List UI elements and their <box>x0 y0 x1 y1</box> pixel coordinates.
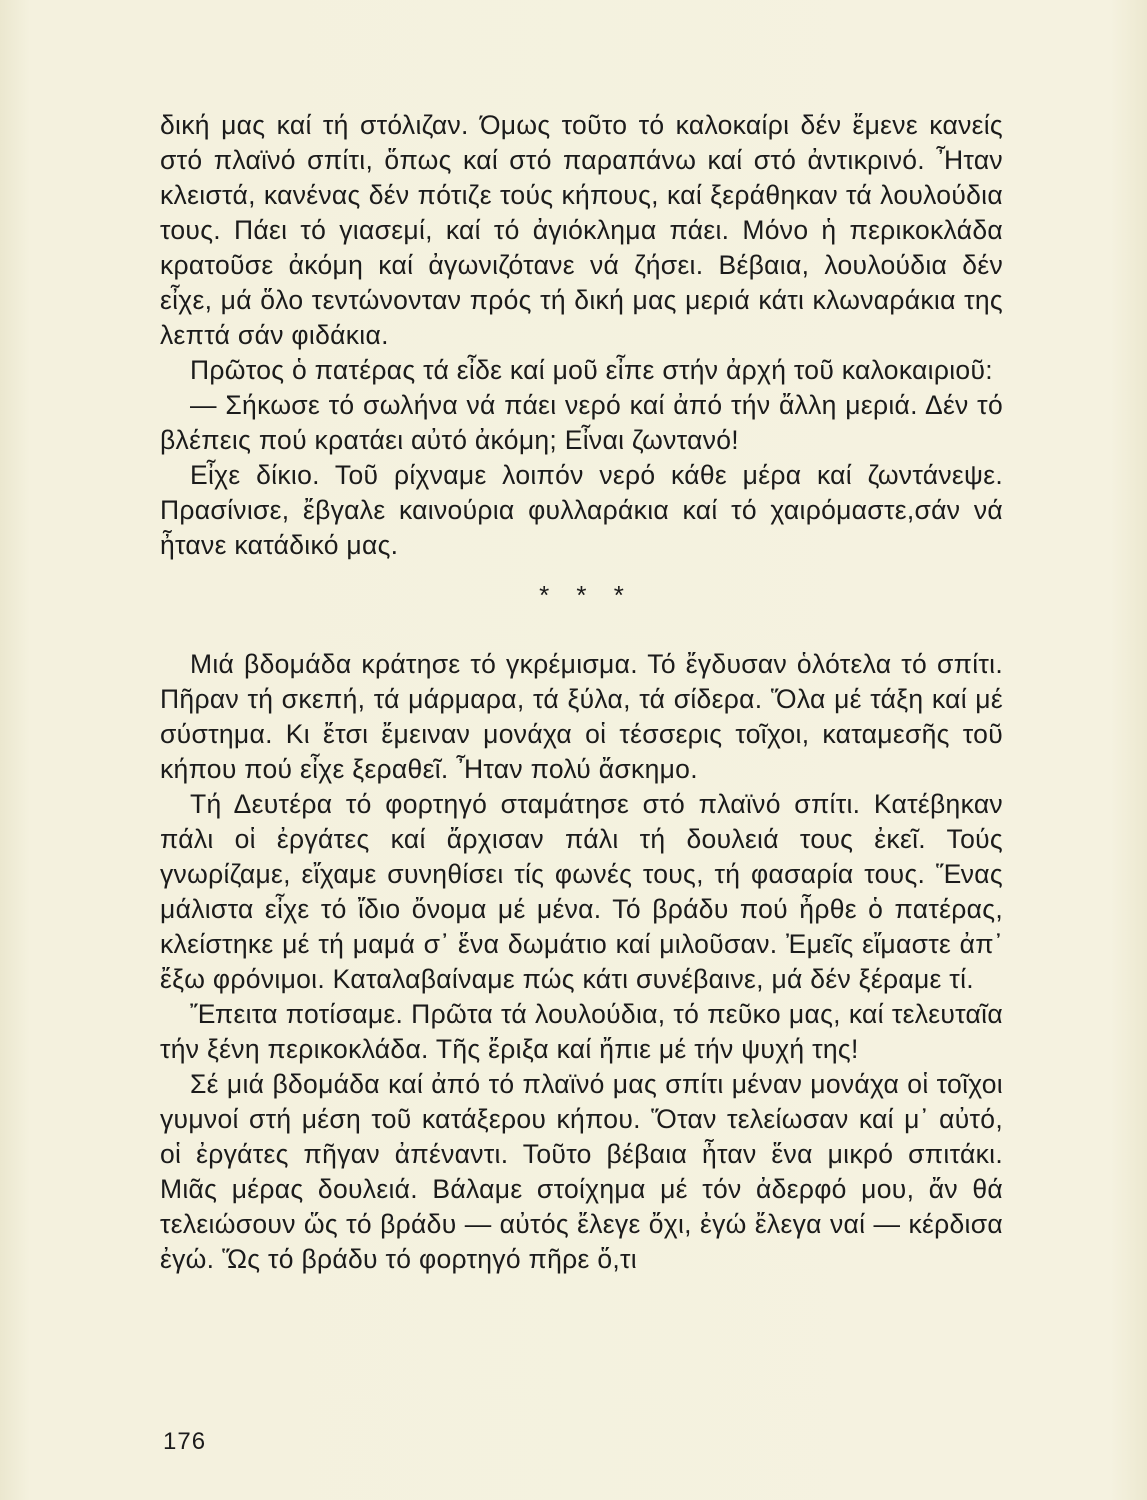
body-text <box>160 108 1003 1277</box>
paragraph: Πρῶτος ὁ πατέρας τά εἶδε καί μοῦ εἶπε στήν ἀρχή τοῦ καλοκαιριοῦ: <box>190 355 993 385</box>
paragraph-continuation: δική μας καί τή στόλιζαν. Όμως τοῦτο τό καλοκαίρι δέν ἔμενε κανείς στό πλαϊνό σπίτι, ὅπως καί στό παραπάνω καί στό ἀντικρινό. Ἦταν κλειστά, κανένας δέν πότιζε τούς κήπους, καί ξεράθηκαν τά λουλούδια τους. Πάει τό γιασεμί, καί τό ἀγιόκλημα πάει. Μόνο ἡ περικοκλάδα κρατοῦσε ἀκόμη καί ἀγωνιζότανε νά ζήσει. Βέβαια, λουλούδια δέν εἶχε, μά ὅλο τεντώνονταν πρός τή δική μας μεριά κάτι κλωναράκια της λεπτά σάν φιδάκια. <box>160 110 1003 350</box>
dialogue-paragraph: — Σήκωσε τό σωλήνα νά πάει νερό καί ἀπό τήν ἄλλη μεριά. Δέν τό βλέπεις πού κρατάει αὐτό ἀκόμη; Εἶναι ζωντανό! <box>160 390 1003 455</box>
paragraph: Εἶχε δίκιο. Τοῦ ρίχναμε λοιπόν νερό κάθε μέρα καί ζωντάνεψε. Πρασίνισε, ἔβγαλε καινούρια φυλλαράκια καί τό χαιρόμαστε,σάν νά ἦτανε κατάδικό μας. <box>160 460 1003 560</box>
paragraph: Ἔπειτα ποτίσαμε. Πρῶτα τά λουλούδια, τό πεῦκο μας, καί τελευταῖα τήν ξένη περικοκλάδα. Τῆς ἔριξα καί ἤπιε μέ τήν ψυχή της! <box>160 999 1003 1064</box>
paragraph: Μιά βδομάδα κράτησε τό γκρέμισμα. Τό ἔγδυσαν ὁλότελα τό σπίτι. Πῆραν τή σκεπή, τά μάρμαρα, τά ξύλα, τά σίδερα. Ὅλα μέ τάξη καί μέ σύστημα. Κι ἔτσι ἔμειναν μονάχα οἱ τέσσερις τοῖχοι, καταμεσῆς τοῦ κήπου πού εἶχε ξεραθεῖ. Ἦταν πολύ ἄσκημο. <box>160 649 1003 784</box>
paragraph: Σέ μιά βδομάδα καί ἀπό τό πλαϊνό μας σπίτι μέναν μονάχα οἱ τοῖχοι γυμνοί στή μέση τοῦ κατάξερου κήπου. Ὅταν τελείωσαν καί μ᾽ αὐτό, οἱ ἐργάτες πῆγαν ἀπέναντι. Τοῦτο βέβαια ἦταν ἕνα μικρό σπιτάκι. Μιᾶς μέρας δουλειά. Βάλαμε στοίχημα μέ τόν ἀδερφό μου, ἄν θά τελειώσουν ὥς τό βράδυ — αὐτός ἔλεγε ὄχι, ἐγώ ἔλεγα ναί — κέρδισα ἐγώ. Ὥς τό βράδυ τό φορτηγό πῆρε ὅ,τι <box>160 1069 1003 1274</box>
section-separator: * * * <box>539 580 634 610</box>
paragraph: Τή Δευτέρα τό φορτηγό σταμάτησε στό πλαϊνό σπίτι. Κατέβηκαν πάλι οἱ ἐργάτες καί ἄρχισαν πάλι τή δουλειά τους ἐκεῖ. Τούς γνωρίζαμε, εἴχαμε συνηθίσει τίς φωνές τους, τή φασαρία τους. Ἕνας μάλιστα εἶχε τό ἴδιο ὄνομα μέ μένα. Τό βράδυ πού ἦρθε ὁ πατέρας, κλείστηκε μέ τή μαμά σ᾽ ἕνα δωμάτιο καί μιλοῦσαν. Ἐμεῖς εἴμαστε ἀπ᾽ ἔξω φρόνιμοι. Καταλαβαίναμε πώς κάτι συνέβαινε, μά δέν ξέραμε τί. <box>160 789 1003 994</box>
page-number: 176 <box>163 1428 207 1455</box>
